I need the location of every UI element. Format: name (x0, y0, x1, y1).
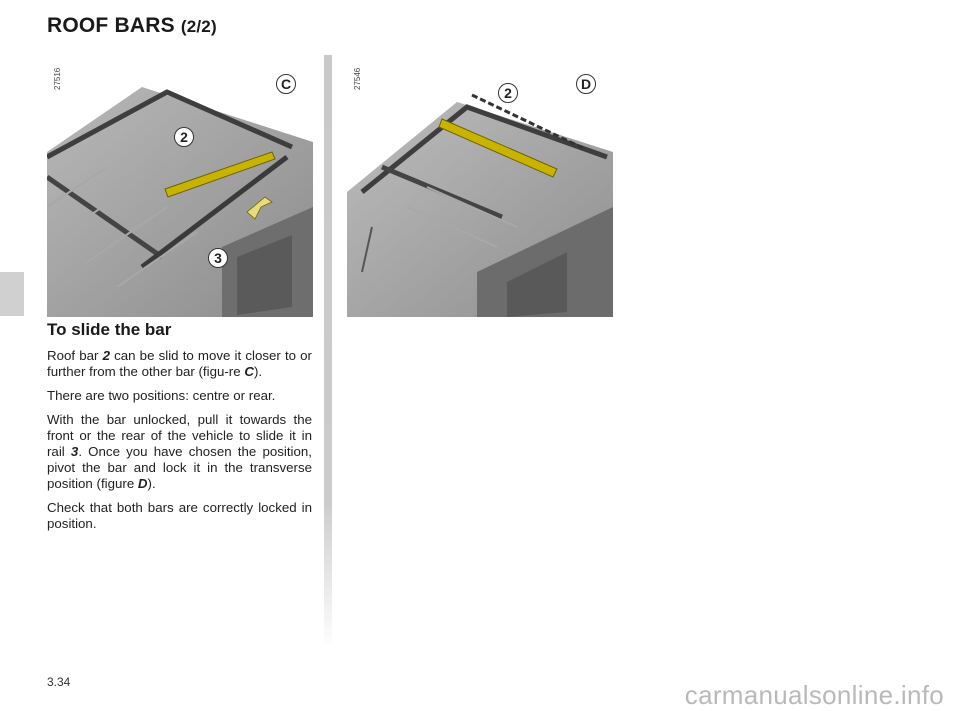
title-part-indicator: (2/2) (180, 17, 217, 36)
p3-text-b: . Once you have chosen the position, pivot the bar and lock it in the transverse position (figure (47, 444, 312, 491)
figure-d-callout-bar: 2 (498, 83, 518, 103)
column-divider (324, 55, 332, 650)
p1-text-a: Roof bar (47, 348, 103, 363)
figure-c-callout-rail: 3 (208, 248, 228, 268)
figure-d-illustration (347, 57, 613, 317)
title-text: ROOF BARS (47, 14, 175, 37)
paragraph-unlock-slide (47, 412, 312, 492)
paragraph-positions: There are two positions: centre or rear. (47, 388, 276, 403)
p1-text-b: can be slid to move it closer to or further from the other bar (figu-re (47, 348, 312, 379)
figure-c-illustration (47, 57, 313, 317)
p1-ref-figure: C (244, 364, 254, 379)
chapter-tab (0, 272, 24, 316)
figure-d-drawing (347, 57, 613, 317)
section-heading: To slide the bar (47, 320, 172, 339)
p3-ref-figure: D (137, 476, 148, 491)
paragraph-slide-bar (47, 348, 312, 380)
page-title (47, 14, 217, 38)
p3-text-c: ). (147, 476, 156, 491)
watermark: carmanualsonline.info (684, 680, 944, 710)
p3-text-a: With the bar unlocked, pull it towards the front or the rear of the vehicle to slide it in rail (47, 412, 312, 459)
page-number: 3.34 (47, 675, 71, 689)
figure-d-reference-number: 27546 (353, 67, 362, 90)
p1-text-c: ). (253, 364, 263, 379)
figure-c-callout-bar: 2 (174, 127, 194, 147)
p1-ref-bar: 2 (102, 348, 110, 363)
figure-c-label: C (276, 74, 296, 94)
instruction-text (47, 348, 312, 540)
figure-c-reference-number: 27516 (53, 67, 62, 90)
figure-c-drawing (47, 57, 313, 317)
paragraph-check-locked: Check that both bars are correctly locked in position. (47, 500, 312, 531)
p3-ref-rail: 3 (70, 444, 79, 459)
figure-d-label: D (576, 74, 596, 94)
